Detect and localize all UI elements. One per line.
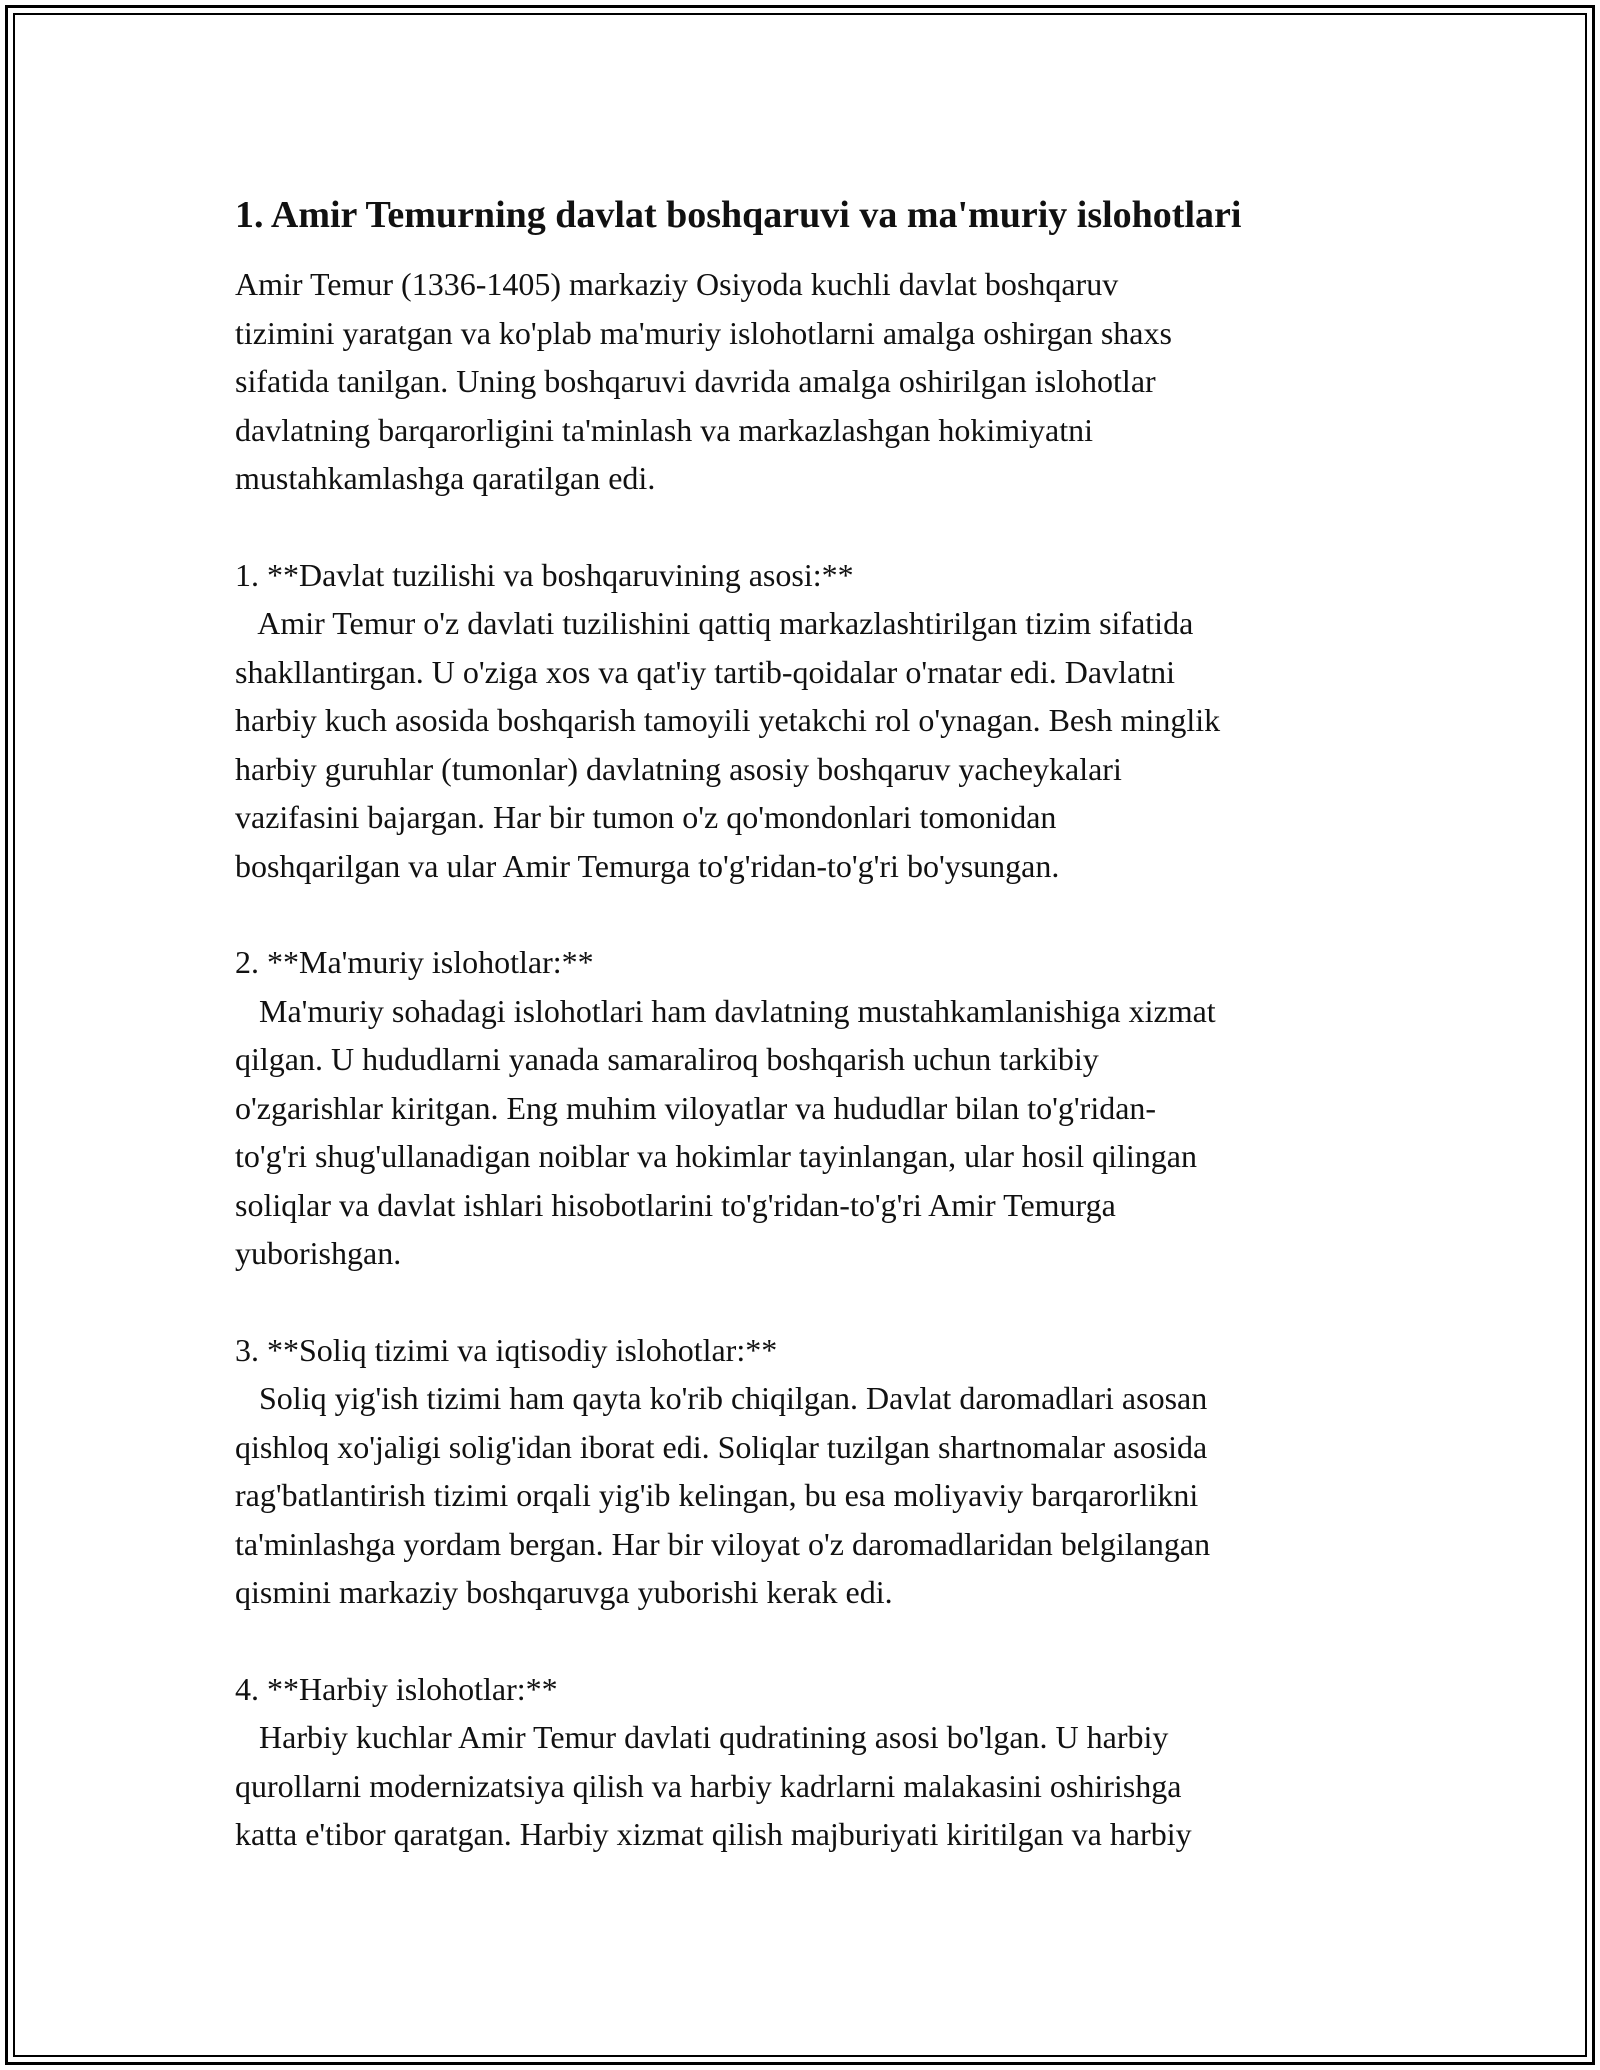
intro-line: Amir Temur (1336-1405) markaziy Osiyoda kuchli davlat boshqaruv: [235, 266, 1119, 302]
section-line: yuborishgan.: [235, 1235, 402, 1271]
section-line: harbiy kuch asosida boshqarish tamoyili yetakchi rol o'ynagan. Besh minglik: [235, 702, 1221, 738]
section-line: qismini markaziy boshqaruvga yuborishi kerak edi.: [235, 1574, 893, 1610]
section-line: qishloq xo'jaligi solig'idan iborat edi. Soliqlar tuzilgan shartnomalar asosida: [235, 1428, 1208, 1465]
section-line: Ma'muriy sohadagi islohotlari ham davlatning mustahkamlanishiga xizmat: [235, 992, 1216, 1029]
section-harbiy-islohotlar: [235, 1665, 1395, 1859]
section-heading: 2. **Ma'muriy islohotlar:**: [235, 944, 594, 980]
section-davlat-tuzilishi: [235, 551, 1395, 891]
section-line: o'zgarishlar kiritgan. Eng muhim viloyatlar va hududlar bilan to'g'ridan-: [235, 1089, 1157, 1126]
section-line: soliqlar va davlat ishlari hisobotlarini to'g'ridan-to'g'ri Amir Temurga: [235, 1186, 1116, 1223]
intro-line: sifatida tanilgan. Uning boshqaruvi davrida amalga oshirilgan islohotlar: [235, 363, 1156, 399]
intro-line: mustahkamlashga qaratilgan edi.: [235, 460, 656, 496]
section-line: rag'batlantirish tizimi orqali yig'ib kelingan, bu esa moliyaviy barqarorlikni: [235, 1477, 1199, 1513]
section-line: katta e'tibor qaratgan. Harbiy xizmat qilish majburiyati kiritilgan va harbiy: [235, 1816, 1192, 1852]
intro-paragraph: [235, 260, 1395, 503]
section-line: vazifasini bajargan. Har bir tumon o'z qo'mondonlari tomonidan: [235, 799, 1057, 835]
document-page: [235, 190, 1395, 1907]
section-heading: 3. **Soliq tizimi va iqtisodiy islohotlar:**: [235, 1331, 778, 1368]
intro-line: tizimini yaratgan va ko'plab ma'muriy islohotlarni amalga oshirgan shaxs: [235, 314, 1172, 351]
section-line: Amir Temur o'z davlati tuzilishini qattiq markazlashtirilgan tizim sifatida: [235, 605, 1194, 641]
document-title: 1. Amir Temurning davlat boshqaruvi va ma'muriy islohotlari: [235, 194, 1242, 236]
section-heading: 1. **Davlat tuzilishi va boshqaruvining asosi:**: [235, 556, 854, 593]
section-mamuriy-islohotlar: [235, 938, 1395, 1278]
section-line: to'g'ri shug'ullanadigan noiblar va hokimlar tayinlangan, ular hosil qilingan: [235, 1138, 1197, 1174]
section-line: Soliq yig'ish tizimi ham qayta ko'rib chiqilgan. Davlat daromadlari asosan: [235, 1380, 1208, 1416]
section-line: qurollarni modernizatsiya qilish va harbiy kadrlarni malakasini oshirishga: [235, 1767, 1182, 1804]
section-line: shakllantirgan. U o'ziga xos va qat'iy tartib-qoidalar o'rnatar edi. Davlatni: [235, 653, 1175, 690]
section-line: qilgan. U hududlarni yanada samaraliroq boshqarish uchun tarkibiy: [235, 1041, 1099, 1077]
section-soliq-tizimi: [235, 1326, 1395, 1617]
section-line: Harbiy kuchlar Amir Temur davlati qudratining asosi bo'lgan. U harbiy: [235, 1719, 1169, 1755]
intro-line: davlatning barqarorligini ta'minlash va markazlashgan hokimiyatni: [235, 411, 1093, 448]
section-line: boshqarilgan va ular Amir Temurga to'g'ridan-to'g'ri bo'ysungan.: [235, 847, 1060, 884]
section-heading: 4. **Harbiy islohotlar:**: [235, 1670, 558, 1707]
section-line: ta'minlashga yordam bergan. Har bir viloyat o'z daromadlaridan belgilangan: [235, 1525, 1211, 1562]
section-line: harbiy guruhlar (tumonlar) davlatning asosiy boshqaruv yacheykalari: [235, 750, 1122, 787]
